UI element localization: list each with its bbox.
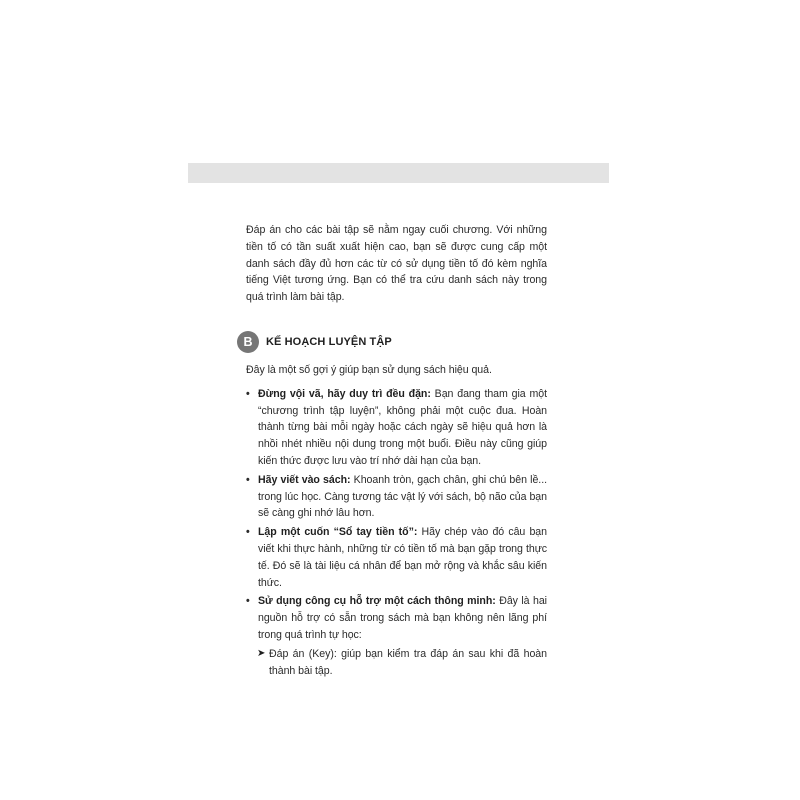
item-text: Bạn đang tham gia một “chương trình tập luyện”, không phải một cuộc đua. Hoàn thành từng bài mỗi ngày hoặc cách ngày sẽ hiệu quả hơn là nhồi nhét nhiều nội dung trong một buổi. Điều này cũng giúp kiến thức được lưu vào trí nhớ dài hạn của bạn. [258, 387, 547, 467]
sub-list-item [258, 646, 547, 680]
section-badge: B [237, 331, 259, 353]
bullet-icon: • [246, 526, 250, 539]
section-heading [237, 331, 547, 353]
item-term: Lập một cuốn “Sổ tay tiền tố”: [258, 526, 418, 539]
list-item [246, 593, 547, 679]
item-term: Sử dụng công cụ hỗ trợ một cách thông minh: [258, 595, 496, 608]
arrow-right-icon: ➤ [257, 647, 266, 659]
item-term: Đừng vội vã, hãy duy trì đều đặn: [258, 387, 431, 400]
item-text: Hãy chép vào đó câu bạn viết khi thực hành, những từ có tiền tố mà bạn gặp trong thực tế. Đó sẽ là tài liệu cá nhân để bạn mở rộng và khắc sâu kiến thức. [258, 526, 547, 589]
page-content [243, 222, 547, 681]
item-term: Hãy viết vào sách: [258, 473, 351, 486]
sub-item-text: Đáp án (Key): giúp bạn kiểm tra đáp án sau khi đã hoàn thành bài tập. [269, 647, 547, 677]
bullet-icon: • [246, 387, 250, 400]
section-title: KẾ HOẠCH LUYỆN TẬP [266, 335, 392, 348]
item-text: Đây là hai nguồn hỗ trợ có sẵn trong sách mà bạn không nên lãng phí trong quá trình tự học: [258, 595, 547, 641]
item-text: Khoanh tròn, gạch chân, ghi chú bên lề... trong lúc học. Càng tương tác vật lý với sách, bộ não của bạn sẽ càng ghi nhớ lâu hơn. [258, 473, 547, 520]
list-item [246, 472, 547, 522]
bullet-icon: • [246, 473, 250, 486]
section-lead: Đây là một số gợi ý giúp bạn sử dụng sách hiệu quả. [246, 363, 492, 376]
list-item [246, 386, 547, 470]
intro-paragraph: Đáp án cho các bài tập sẽ nằm ngay cuối chương. Với những tiền tố có tần suất xuất hiện cao, bạn sẽ được cung cấp một danh sách đầy đủ hơn các từ có sử dụng tiền tố đó kèm nghĩa tiếng Việt tương ứng. Bạn có thể tra cứu danh sách này trong quá trình làm bài tập. [246, 224, 547, 304]
bullet-icon: • [246, 595, 250, 608]
tips-list [246, 386, 547, 680]
list-item [246, 524, 547, 591]
header-band [188, 163, 609, 183]
